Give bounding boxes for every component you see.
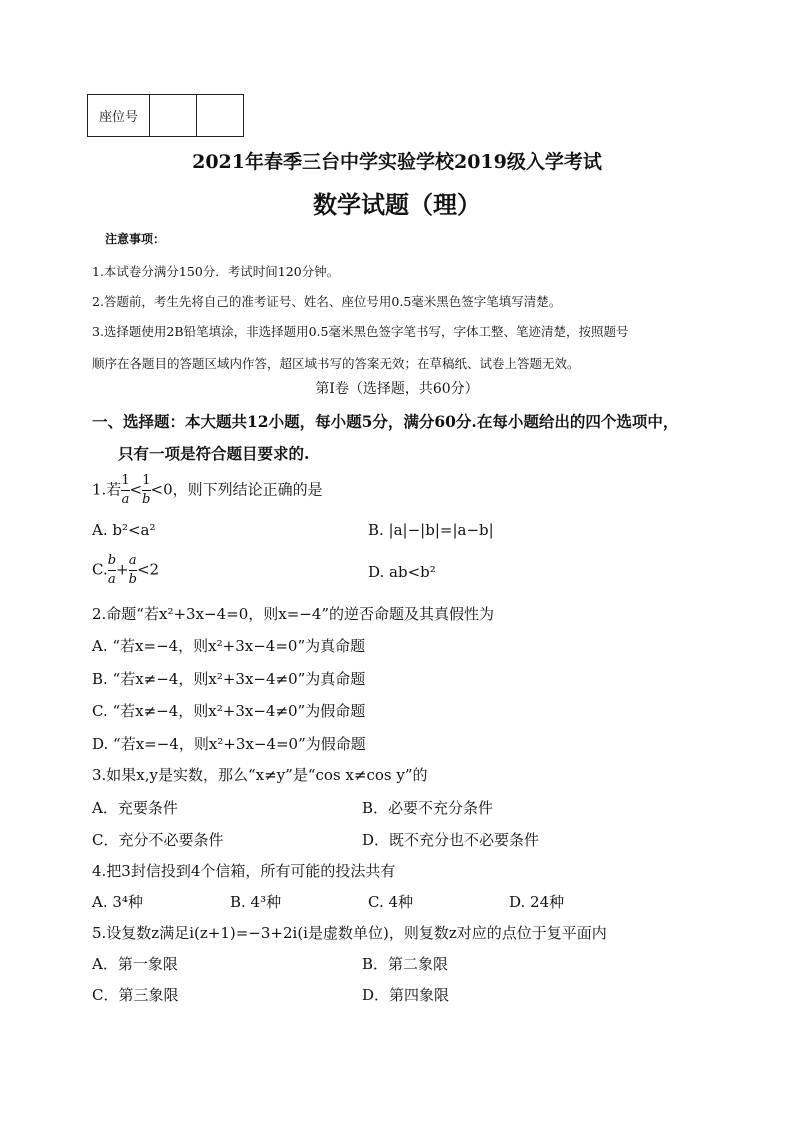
q2-option-c[interactable]: C. “若x≠−4，则x²+3x−4≠0”为假命题 [92,702,366,720]
frac-den: b [128,572,137,587]
fraction-1-over-a [121,472,129,509]
question-3-stem: 3.如果x,y是实数，那么“x≠y”是“cos x≠cos y”的 [92,766,428,784]
q1-suffix: <0，则下列结论正确的是 [150,480,323,499]
fraction-1-over-b [142,472,150,509]
frac-den: b [142,492,151,507]
q1-option-c[interactable] [92,552,159,589]
q3-option-c[interactable]: C．充分不必要条件 [92,831,224,849]
q4-option-d[interactable]: D. 24种 [509,893,565,911]
option-suffix: <2 [136,560,160,579]
q1-prefix: 1.若 [92,480,122,499]
fraction-a-over-b [129,552,137,589]
seat-number-table [87,94,244,137]
note-item: 顺序在各题目的答题区域内作答，超区域书写的答案无效；在草稿纸、试卷上答题无效。 [92,356,580,371]
q4-option-b[interactable]: B. 4³种 [230,893,282,911]
frac-num: 1 [121,473,130,488]
exam-title: 2021年春季三台中学实验学校2019级入学考试 [192,151,602,173]
question-4-stem: 4.把3封信投到4个信箱，所有可能的投法共有 [92,862,396,880]
q4-option-c[interactable]: C. 4种 [368,893,414,911]
q1-option-b[interactable]: B. |a|−|b|=|a−b| [368,521,494,539]
frac-num: a [128,553,137,568]
q1-option-d[interactable]: D. ab<b² [368,563,436,581]
part-title: 第Ⅰ卷（选择题，共60分） [315,381,479,397]
note-item: 1.本试卷分满分150分．考试时间120分钟。 [92,264,340,279]
q5-option-d[interactable]: D．第四象限 [362,986,450,1004]
plus-sign: + [116,560,129,579]
question-5-stem: 5.设复数z满足i(z+1)=−3+2i(i是虚数单位)，则复数z对应的点位于复平面内 [92,924,607,942]
section-heading: 一、选择题：本大题共12小题，每小题5分，满分60分.在每小题给出的四个选项中， [92,412,679,431]
q2-option-a[interactable]: A. “若x=−4，则x²+3x−4=0”为真命题 [92,637,366,655]
option-letter: C. [92,560,108,579]
frac-den: a [108,572,116,587]
notes-heading: 注意事项： [105,232,166,246]
note-item: 3.选择题使用2B铅笔填涂，非选择题用0.5毫米黑色签字笔书写，字体工整、笔迹清楚，按照题号 [92,324,629,339]
note-item: 2.答题前，考生先将自己的准考证号、姓名、座位号用0.5毫米黑色签字笔填写清楚。 [92,294,562,309]
q3-option-a[interactable]: A．充要条件 [92,799,178,817]
q3-option-d[interactable]: D．既不充分也不必要条件 [362,831,540,849]
question-1-stem [92,472,323,509]
seat-number-box-1[interactable] [150,95,197,137]
seat-number-label: 座位号 [88,95,150,137]
question-2-stem: 2.命题“若x²+3x−4=0，则x=−4”的逆否命题及其真假性为 [92,605,495,623]
frac-den: a [121,492,130,507]
fraction-b-over-a [108,552,116,589]
seat-number-box-2[interactable] [197,95,244,137]
q1-lt: < [129,480,143,499]
subject-title: 数学试题（理） [313,190,481,219]
q5-option-a[interactable]: A．第一象限 [92,955,178,973]
q5-option-b[interactable]: B．第二象限 [362,955,449,973]
q5-option-c[interactable]: C．第三象限 [92,986,179,1004]
q3-option-b[interactable]: B．必要不充分条件 [362,799,494,817]
frac-num: b [107,553,117,568]
frac-num: 1 [142,473,151,488]
q2-option-b[interactable]: B. “若x≠−4，则x²+3x−4≠0”为真命题 [92,670,366,688]
section-heading-cont: 只有一项是符合题目要求的. [118,444,310,463]
q2-option-d[interactable]: D. “若x=−4，则x²+3x−4=0”为假命题 [92,735,366,753]
q4-option-a[interactable]: A. 3⁴种 [92,893,143,911]
q1-option-a[interactable]: A. b²<a² [92,521,156,539]
